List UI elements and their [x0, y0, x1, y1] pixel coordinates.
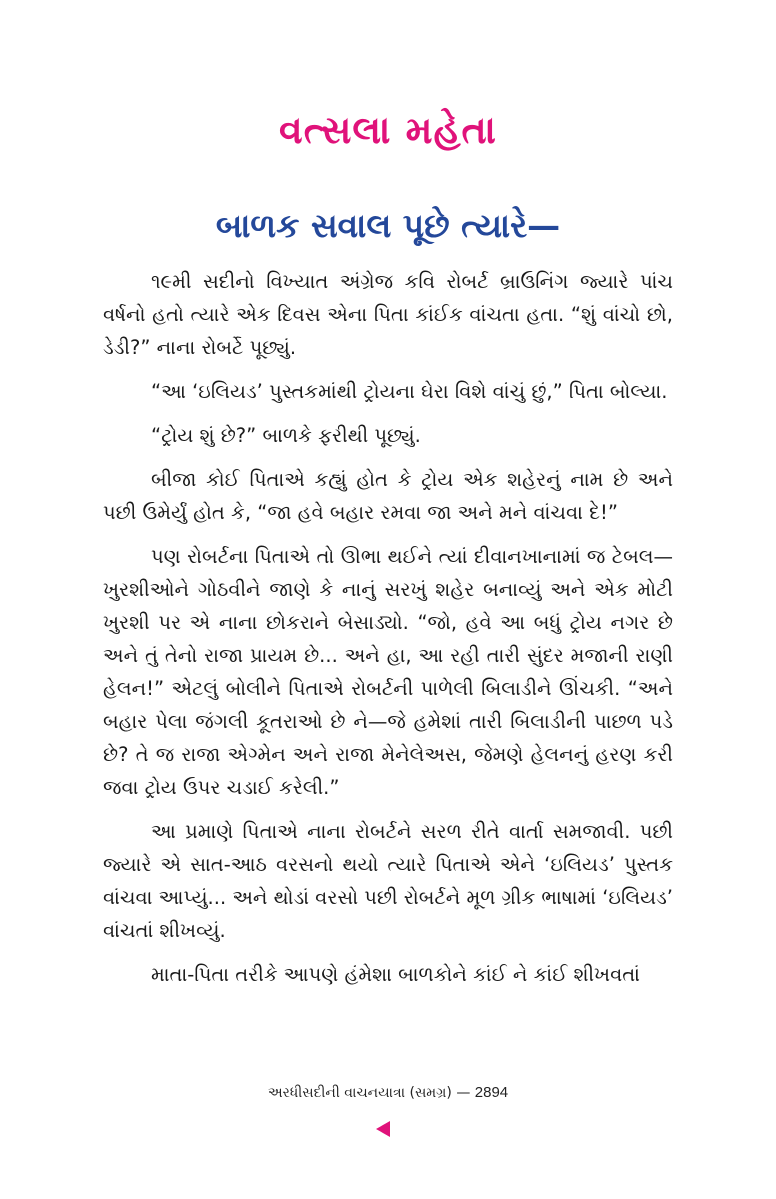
- paragraph-7: માતા-પિતા તરીકે આપણે હંમેશા બાળકોને કાંઈ ને કાંઈ શીખવતાં: [151, 963, 640, 986]
- footer-separator: —: [456, 1085, 471, 1101]
- triangle-left-icon[interactable]: [376, 1121, 390, 1137]
- page-footer: [0, 1082, 776, 1104]
- paragraph-1: ૧૯મી સદીનો વિખ્યાત અંગ્રેજ કવિ રોબર્ટ બ્રાઉનિંગ જ્યારે પાંચ વર્ષનો હતો ત્યારે એક દિવસ એના પિતા કાંઈક વાંચતા હતા. “શું વાંચો છો, ડેડી?” નાના રોબર્ટે પૂછ્યું.: [103, 270, 673, 359]
- author-name: વત્સલા મહેતા: [279, 108, 497, 152]
- page-number: 2894: [474, 1084, 509, 1101]
- paragraph-3: “ટ્રોય શું છે?” બાળકે ફરીથી પૂછ્યું.: [151, 424, 421, 447]
- paragraph-4: બીજા કોઈ પિતાએ કહ્યું હોત કે ટ્રોય એક શહેરનું નામ છે અને પછી ઉમેર્યું હોત કે, “જા હવે બહાર રમવા જા અને મને વાંચવા દે!”: [103, 468, 673, 524]
- article-body: [103, 265, 673, 1002]
- footer-book-title: અરધીસદીની વાચનયાત્રા (સમગ્ર): [267, 1085, 452, 1101]
- article-title: બાળક સવાલ પૂછે ત્યારે—: [215, 206, 561, 245]
- paragraph-6: આ પ્રમાણે પિતાએ નાના રોબર્ટને સરળ રીતે વાર્તા સમજાવી. પછી જ્યારે એ સાત-આઠ વરસનો થયો ત્યારે પિતાએ એને ‘ઇલિયડ’ પુસ્તક વાંચવા આપ્યું... અને થોડાં વરસો પછી રોબર્ટને મૂળ ગ્રીક ભાષામાં ‘ઇલિયડ’ વાંચતાં શીખવ્યું.: [103, 820, 673, 942]
- paragraph-5: પણ રોબર્ટના પિતાએ તો ઊભા થઈને ત્યાં દીવાનખાનામાં જ ટેબલ—ખુરશીઓને ગોઠવીને જાણે કે નાનું સરખું શહેર બનાવ્યું અને એક મોટી ખુરશી પર એ નાના છોકરાને બેસાડ્યો. “જો, હવે આ બધું ટ્રોય નગર છે અને તું તેનો રાજા પ્રાયમ છે... અને હા, આ રહી તારી સુંદર મજાની રાણી હેલન!” એટલું બોલીને પિતાએ રોબર્ટની પાળેલી બિલાડીને ઊંચકી. “અને બહાર પેલા જંગલી કૂતરાઓ છે ને—જે હમેશાં તારી બિલાડીની પાછળ પડે છે? તે જ રાજા એગ્મેન અને રાજા મેનેલેઅસ, જેમણે હેલનનું હરણ કરી જવા ટ્રોય ઉપર ચડાઈ કરેલી.”: [103, 545, 673, 799]
- paragraph-2: “આ ‘ઇલિયડ’ પુસ્તકમાંથી ટ્રોયના ઘેરા વિશે વાંચું છું,” પિતા બોલ્યા.: [151, 380, 668, 403]
